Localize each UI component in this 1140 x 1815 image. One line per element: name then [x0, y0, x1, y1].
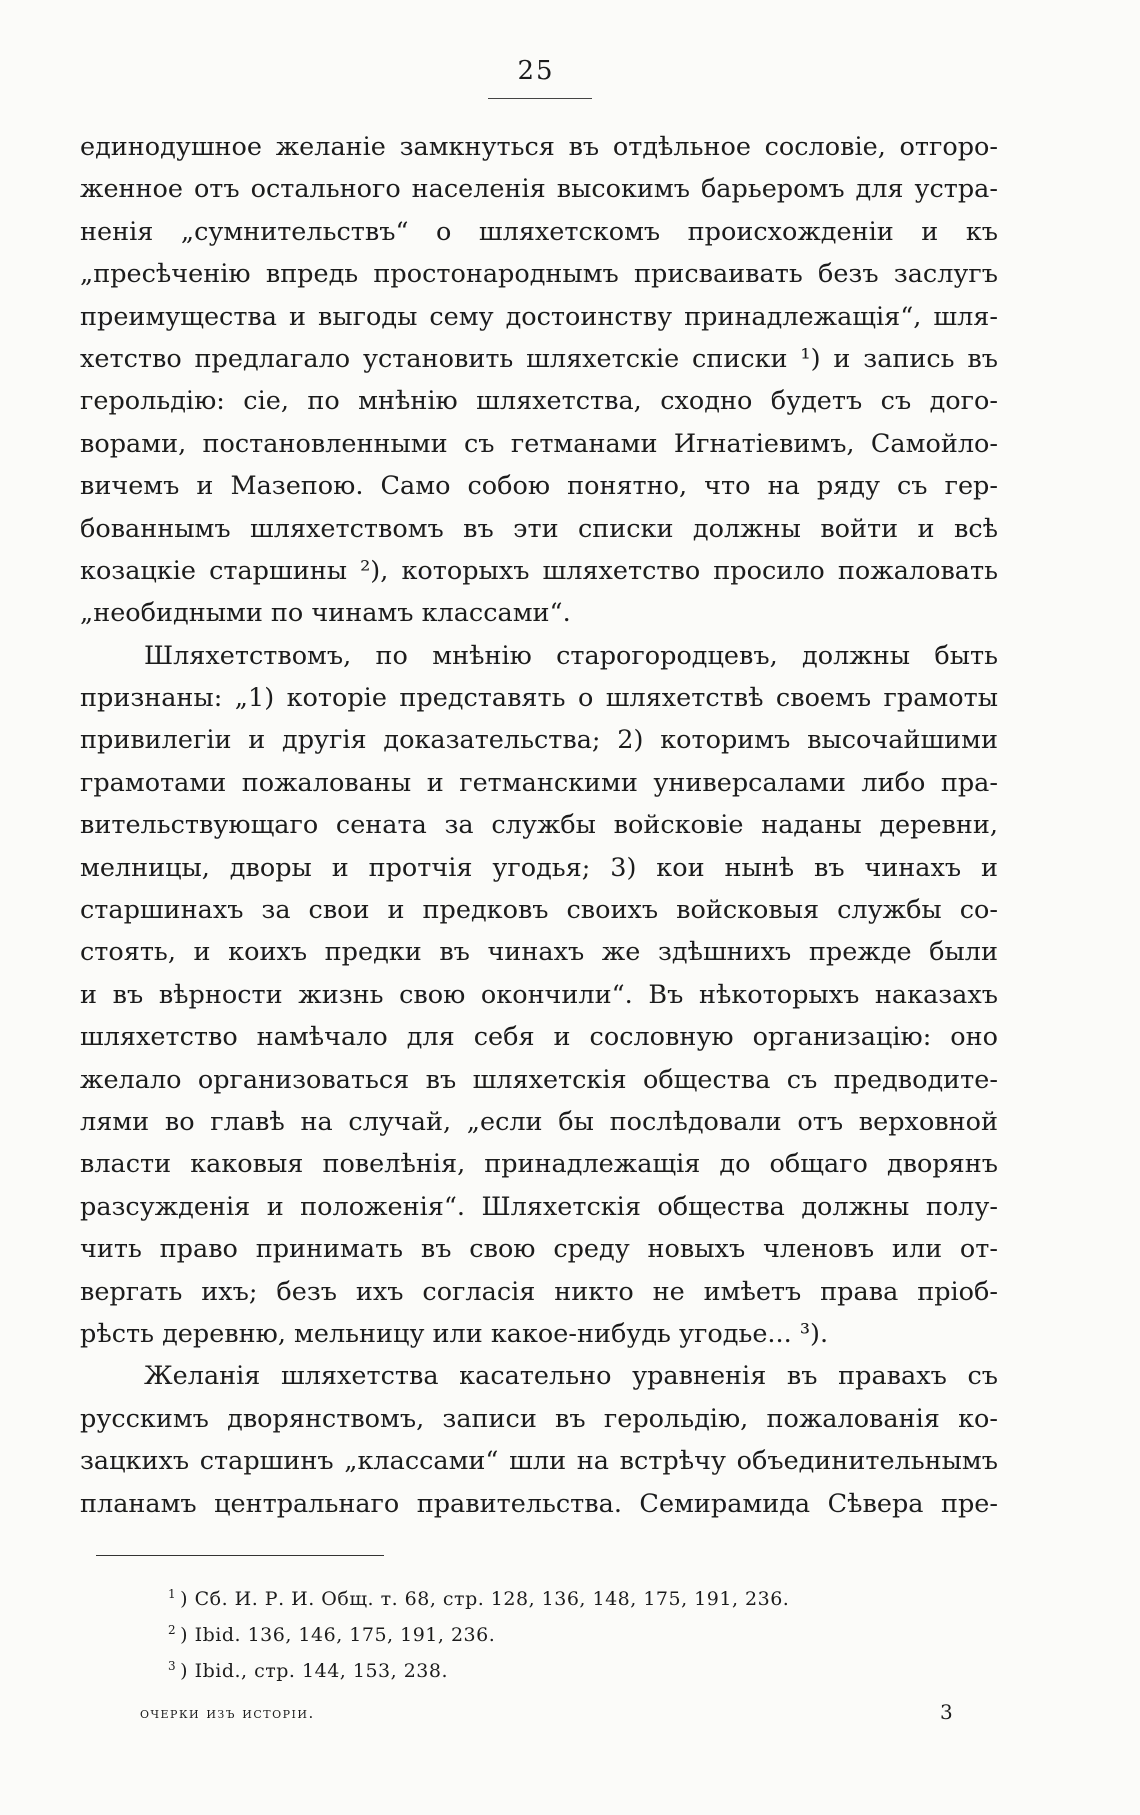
text-line: грамотами пожалованы и гетманскими универсалами либо пра-	[80, 767, 998, 798]
text-line: бованнымъ шляхетствомъ въ эти списки должны войти и всѣ	[80, 513, 998, 544]
footnote-2: $^2$ ) Ibid. 136, 146, 175, 191, 236.	[168, 1623, 496, 1646]
text-line: рѣсть деревню, мельницу или какое-нибудь угодье... ³).	[80, 1318, 829, 1349]
text-line: привилегіи и другія доказательства; 2) которимъ высочайшими	[80, 725, 998, 756]
body-text	[80, 126, 998, 1525]
text-line: Желанія шляхетства касательно уравненія въ правахъ съ	[144, 1361, 998, 1392]
text-line: мелницы, дворы и протчія угодья; 3) кои нынѣ въ чинахъ и	[80, 852, 998, 883]
text-line: чить право принимать въ свою среду новыхъ членовъ или от-	[80, 1234, 998, 1265]
text-line: вичемъ и Мазепою. Само собою понятно, что на ряду съ гер-	[80, 471, 998, 502]
text-line: вительствующаго сената за службы войсковіе наданы деревни,	[80, 810, 998, 841]
footnotes	[168, 1576, 928, 1684]
footnote-3: $^3$ ) Ibid., стр. 144, 153, 238.	[168, 1659, 449, 1682]
text-line: „необидными по чинамъ классами“.	[80, 598, 571, 629]
footnote-mark: 2	[168, 1623, 177, 1637]
text-line: и въ вѣрности жизнь свою окончили“. Въ нѣкоторыхъ наказахъ	[80, 979, 998, 1010]
text-line: зацкихъ старшинъ „классами“ шли на встрѣчу объединительнымъ	[80, 1446, 998, 1477]
text-line: шляхетство намѣчало для себя и сословную организацію: оно	[80, 1022, 998, 1053]
text-line: стоять, и коихъ предки въ чинахъ же здѣшнихъ прежде были	[80, 937, 998, 968]
text-line: единодушное желаніе замкнуться въ отдѣльное сословіе, отгоро-	[80, 132, 998, 162]
text-line: старшинахъ за свои и предковъ своихъ войсковыя службы со-	[80, 895, 998, 926]
text-line: власти каковыя повелѣнія, принадлежащія до общаго дворянъ	[80, 1149, 998, 1180]
page-number: 25	[517, 56, 555, 86]
text-line: герольдію: сіе, по мнѣнію шляхетства, сходно будетъ съ дого-	[80, 386, 998, 417]
text-line: разсужденія и положенія“. Шляхетскія общества должны полу-	[80, 1191, 998, 1222]
footnote-text: Ibid. 136, 146, 175, 191, 236.	[194, 1624, 496, 1646]
text-line: желало организоваться въ шляхетскія общества съ предводите-	[80, 1064, 998, 1095]
footnote-text: Ibid., стр. 144, 153, 238.	[194, 1660, 449, 1682]
sheet-number: 3	[940, 1700, 953, 1724]
text-line: Шляхетствомъ, по мнѣнію старогородцевъ, должны быть	[144, 640, 998, 671]
text-line: ненія „сумнительствъ“ о шляхетскомъ происхожденіи и къ	[80, 216, 998, 247]
page-number-rule	[488, 98, 592, 99]
footnote-rule	[96, 1555, 384, 1556]
text-line: русскимъ дворянствомъ, записи въ герольдію, пожалованія ко-	[80, 1403, 998, 1434]
text-line: лями во главѣ на случай, „если бы послѣдовали отъ верховной	[80, 1106, 998, 1137]
printer-signature: очерки изъ исторіи.	[140, 1704, 315, 1722]
footnote-1: $^1$ ) Сб. И. Р. И. Общ. т. 68, стр. 128, 136, 148, 175, 191, 236.	[168, 1587, 790, 1610]
text-line: признаны: „1) которіе представять о шляхетствѣ своемъ грамоты	[80, 683, 998, 714]
text-line: преимущества и выгоды сему достоинству принадлежащія“, шля-	[80, 301, 998, 332]
text-line: „пресѣченію впредь простонароднымъ присваивать безъ заслугъ	[80, 259, 998, 290]
text-line: планамъ центральнаго правительства. Семирамида Сѣвера пре-	[80, 1488, 998, 1519]
text-line: козацкіе старшины ²), которыхъ шляхетство просило пожаловать	[80, 555, 998, 586]
footnote-mark: 1	[168, 1587, 177, 1601]
text-line: вергать ихъ; безъ ихъ согласія никто не имѣетъ права пріоб-	[80, 1276, 998, 1307]
text-line: ворами, постановленными съ гетманами Игнатіевимъ, Самойло-	[80, 428, 998, 459]
text-line: хетство предлагало установить шляхетскіе списки ¹) и запись въ	[80, 343, 998, 374]
footnote-text: Сб. И. Р. И. Общ. т. 68, стр. 128, 136, 148, 175, 191, 236.	[194, 1588, 790, 1610]
text-line: женное отъ остального населенія высокимъ барьеромъ для устра-	[80, 174, 998, 205]
footnote-mark: 3	[168, 1659, 177, 1673]
